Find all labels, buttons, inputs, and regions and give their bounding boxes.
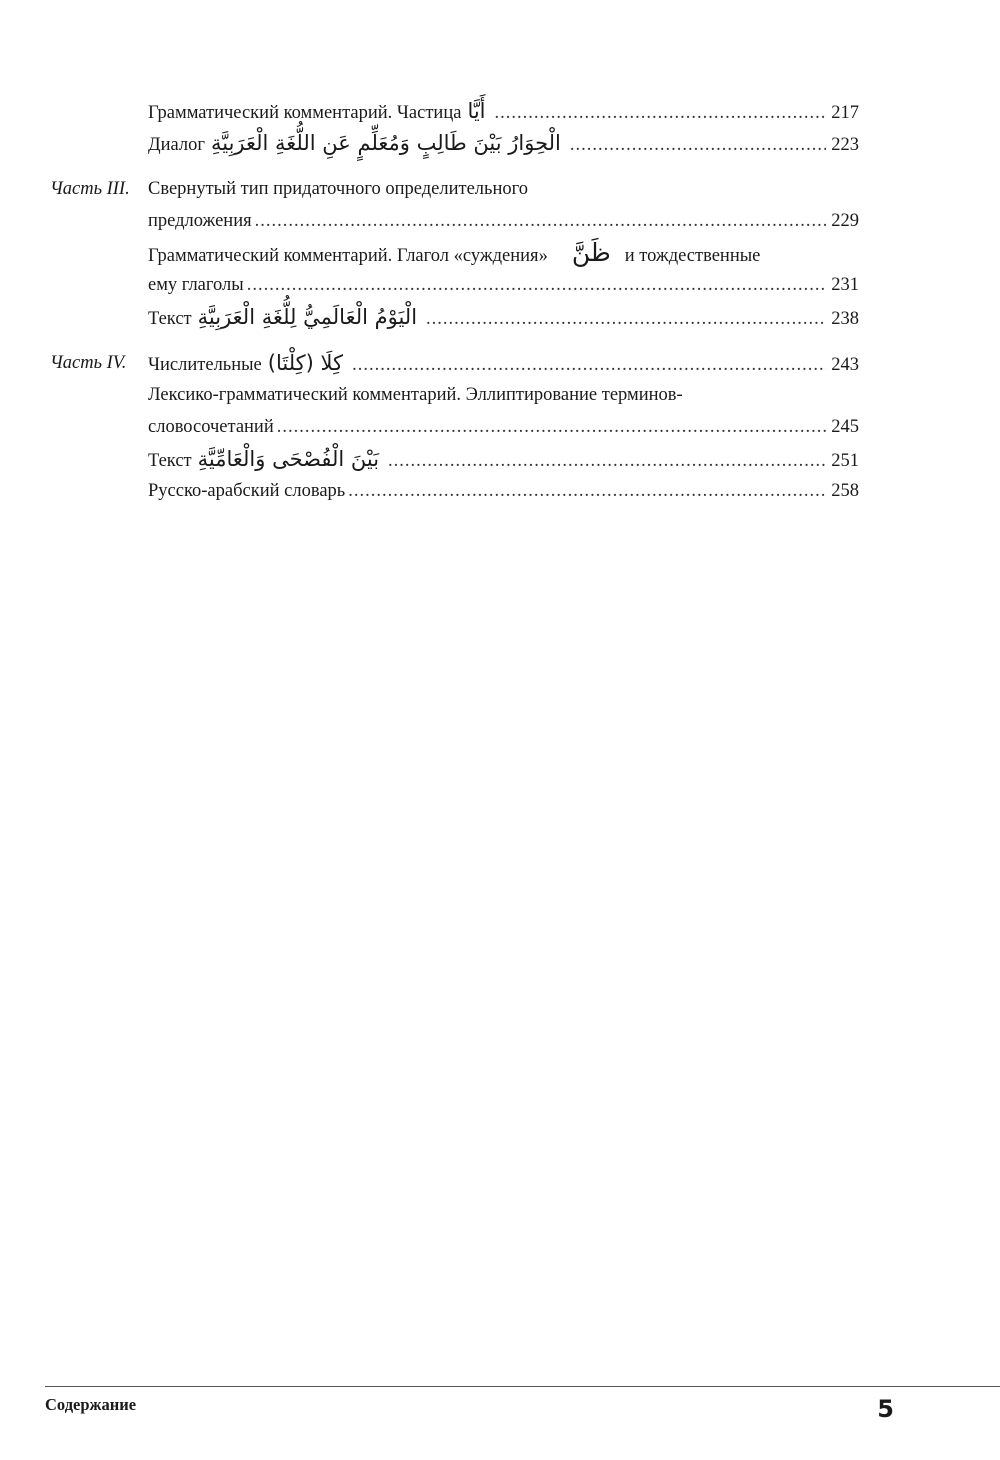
toc-leader-dots (570, 130, 826, 160)
toc-entry-title: предложения (148, 211, 252, 231)
toc-entry-page: 243 (831, 355, 859, 375)
toc-leader-dots (426, 304, 826, 334)
toc-entry-title: Свернутый тип придаточного определительного (148, 179, 529, 199)
toc-entry (148, 444, 859, 474)
footer-rule (45, 1386, 1000, 1387)
toc-entry (148, 128, 859, 158)
toc-entry (148, 348, 859, 378)
toc-entry-title: Числительные (148, 355, 262, 375)
footer-page-number: 5 (877, 1395, 894, 1423)
toc-entry (148, 380, 859, 410)
toc-entry-title-continued: и тождественные (624, 246, 761, 266)
toc-leader-dots (352, 350, 826, 380)
part-label-iii: Часть III. (50, 179, 130, 199)
toc-entry-title: Грамматический комментарий. Глагол «суждения» (148, 246, 548, 266)
toc-entry-page: 223 (831, 135, 859, 155)
toc-entry-arabic: أَيَّا (467, 99, 486, 123)
toc-leader-dots (277, 412, 826, 442)
toc-entry-arabic: الْيَوْمُ الْعَالَمِيُّ لِلُّغَةِ الْعَرَبِيَّةِ (197, 305, 418, 329)
toc-entry-title: словосочетаний (148, 417, 274, 437)
toc-leader-dots (388, 446, 826, 476)
toc-entry-page: 217 (831, 103, 859, 123)
toc-entry (148, 412, 859, 442)
toc-entry-page: 245 (831, 417, 859, 437)
toc-entry-title: Диалог (148, 135, 205, 155)
toc-entry-page: 229 (831, 211, 859, 231)
toc-leader-dots (348, 476, 826, 506)
toc-entry-page: 258 (831, 481, 859, 501)
toc-entry (148, 96, 859, 126)
toc-entry (148, 206, 859, 236)
toc-entry (148, 174, 859, 204)
toc-entry-page: 251 (831, 451, 859, 471)
toc-entry (148, 476, 859, 506)
toc-leader-dots (255, 206, 826, 236)
toc-entry-title: Грамматический комментарий. Частица (148, 103, 462, 123)
toc-entry-page: 231 (831, 275, 859, 295)
toc-entry-page: 238 (831, 309, 859, 329)
toc-entry-arabic: كِلَا (كِلْتَا) (267, 351, 344, 375)
toc-entry (148, 238, 859, 268)
toc-entry-arabic: ظَنَّ (571, 238, 611, 267)
toc-entry-title: ему глаголы (148, 275, 244, 295)
toc-entry (148, 270, 859, 300)
toc-entry-arabic: بَيْنَ الْفُصْحَى وَالْعَامِّيَّةِ (197, 447, 380, 471)
part-label-iv: Часть IV. (50, 353, 127, 373)
toc-entry-title: Русско-арабский словарь (148, 481, 346, 501)
toc-leader-dots (247, 270, 826, 300)
toc-entry (148, 302, 859, 332)
toc-entry-title: Текст (148, 309, 192, 329)
toc-leader-dots (495, 98, 826, 128)
footer-section-title: Содержание (45, 1395, 137, 1414)
toc-entry-title: Текст (148, 451, 192, 471)
toc-entry-title: Лексико-грамматический комментарий. Эллиптирование терминов- (148, 385, 683, 405)
toc-entry-arabic: الْحِوَارُ بَيْنَ طَالِبٍ وَمُعَلِّمٍ عَنِ اللُّغَةِ الْعَرَبِيَّةِ (210, 131, 561, 155)
